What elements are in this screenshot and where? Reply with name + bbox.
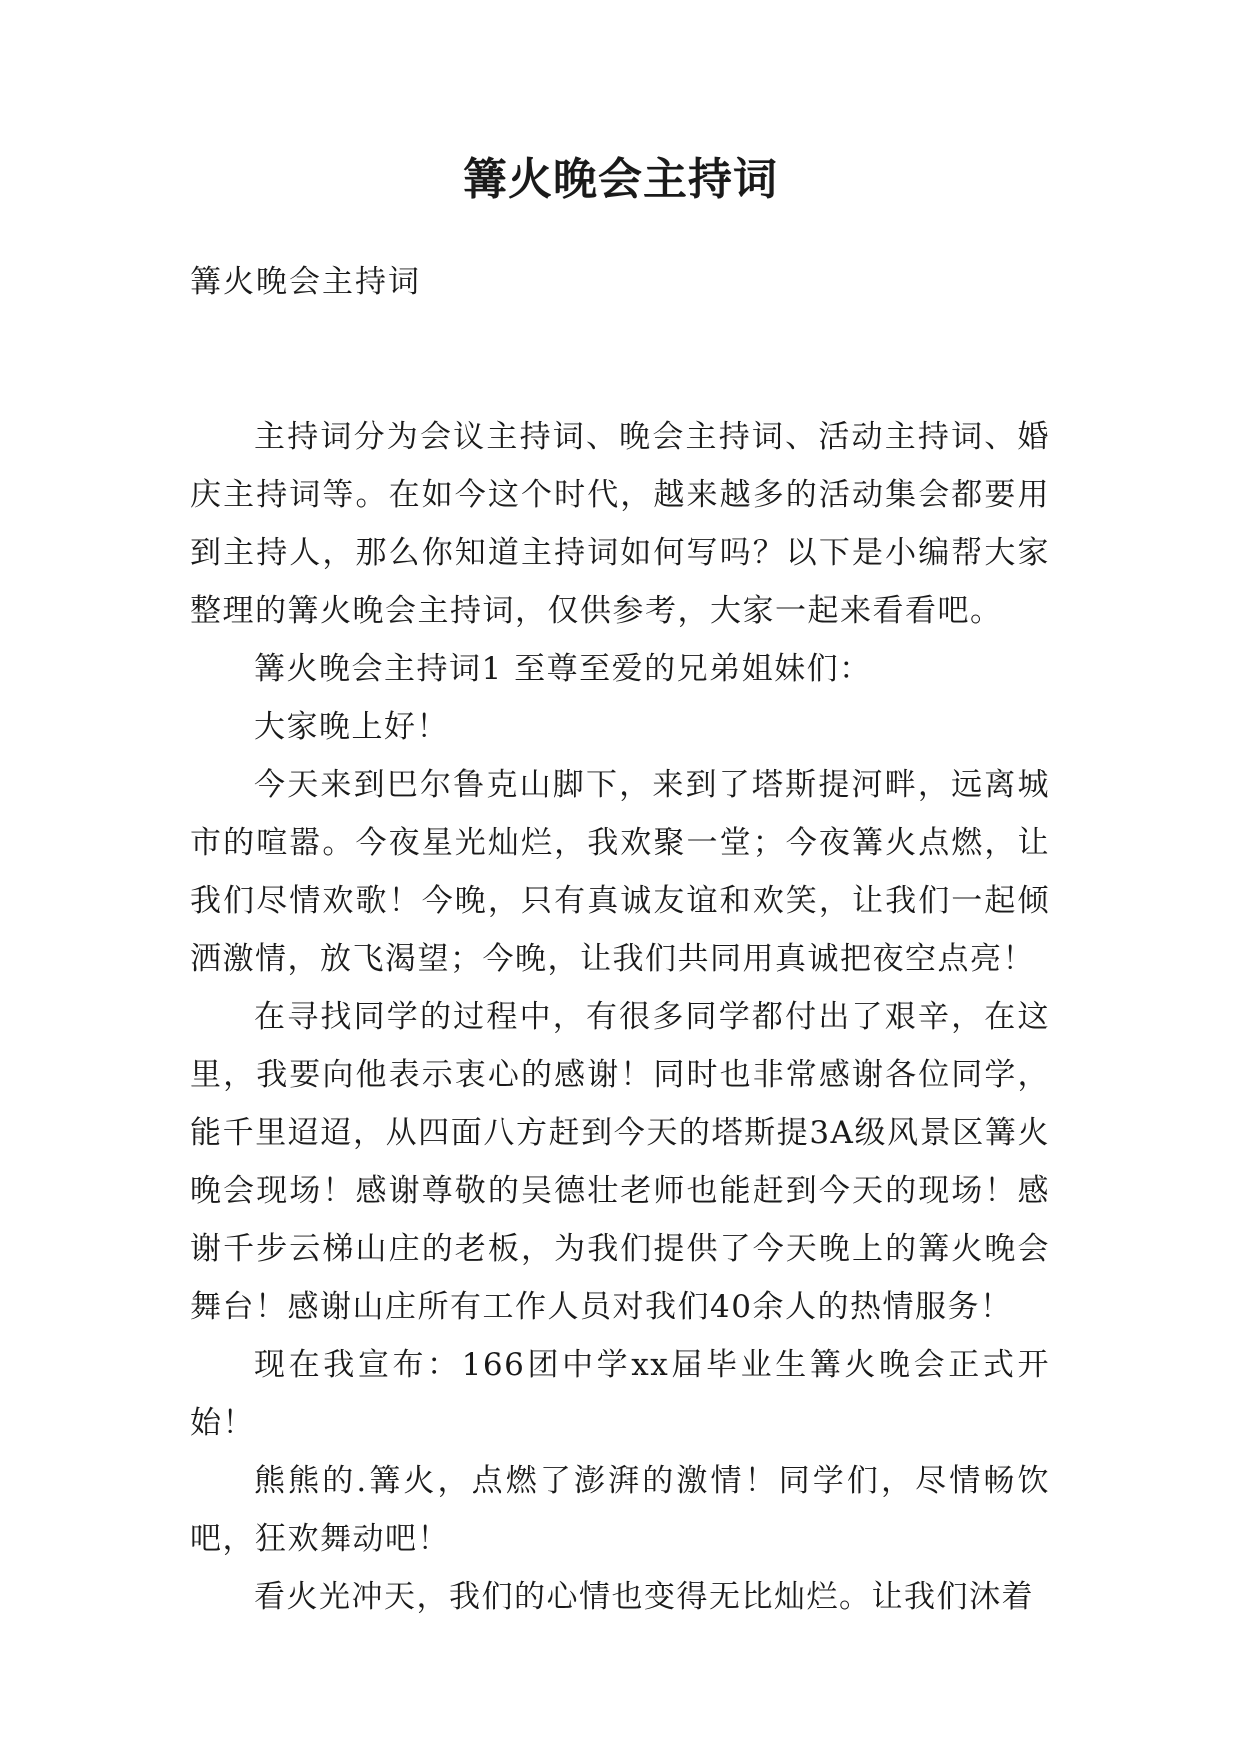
paragraph: 今天来到巴尔鲁克山脚下，来到了塔斯提河畔，远离城市的喧嚣。今夜星光灿烂，我欢聚一堂；今夜篝火点燃，让我们尽情欢歌！今晚，只有真诚友谊和欢笑，让我们一起倾洒激情，放飞渴望；今晚，让我们共同用真诚把夜空点亮！ [190, 767, 1050, 977]
paragraph: 熊熊的.篝火，点燃了澎湃的激情！同学们，尽情畅饮吧，狂欢舞动吧！ [190, 1463, 1050, 1557]
paragraph: 看火光冲天，我们的心情也变得无比灿烂。让我们沐着 [254, 1579, 1034, 1615]
paragraph: 在寻找同学的过程中，有很多同学都付出了艰辛，在这里，我要向他表示衷心的感谢！同时也非常感谢各位同学，能千里迢迢，从四面八方赶到今天的塔斯提3A级风景区篝火晚会现场！感谢尊敬的吴德壮老师也能赶到今天的现场！感谢千步云梯山庄的老板，为我们提供了今天晚上的篝火晚会舞台！感谢山庄所有工作人员对我们40余人的热情服务！ [190, 999, 1050, 1325]
paragraph: 主持词分为会议主持词、晚会主持词、活动主持词、婚庆主持词等。在如今这个时代，越来越多的活动集会都要用到主持人，那么你知道主持词如何写吗？以下是小编帮大家整理的篝火晚会主持词，仅供参考，大家一起来看看吧。 [190, 419, 1050, 629]
document-body [190, 408, 1050, 1626]
document-subtitle: 篝火晚会主持词 [190, 264, 421, 300]
paragraph: 篝火晚会主持词1 至尊至爱的兄弟姐妹们： [254, 651, 872, 687]
paragraph: 现在我宣布：166团中学xx届毕业生篝火晚会正式开始！ [190, 1347, 1050, 1441]
document-title: 篝火晚会主持词 [463, 154, 778, 205]
paragraph: 大家晚上好！ [254, 709, 449, 745]
